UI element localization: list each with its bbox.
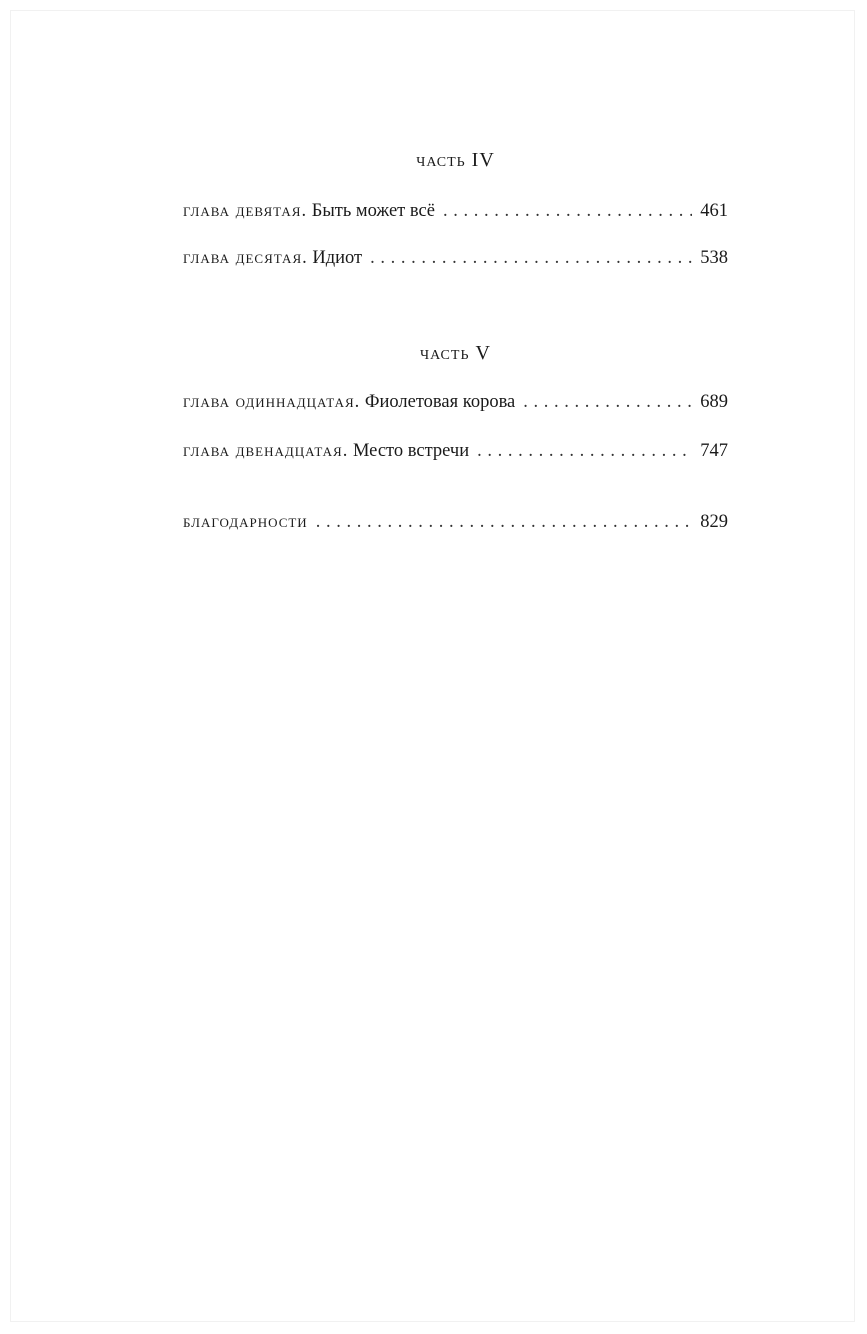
part-numeral: V [475,342,491,364]
chapter-title: Фиолетовая корова [364,392,516,412]
acknowledgements-label: благодарности [183,512,308,532]
page-number: 829 [700,512,728,532]
chapter-number: глава двенадцатая. [183,441,349,461]
page-number: 461 [700,201,728,221]
part-word: часть [420,342,470,364]
part-heading-v [183,341,728,365]
toc-entry-chapter-12[interactable] [183,439,728,463]
page-number: 538 [700,248,728,268]
toc-entry-chapter-10[interactable] [183,246,728,270]
chapter-title: Быть может всё [311,201,435,221]
chapter-number: глава десятая. [183,248,308,268]
entry-label [183,439,469,463]
dot-leader [316,510,693,534]
dot-leader [370,246,692,270]
chapter-number: глава одиннадцатая. [183,392,361,412]
dot-leader [477,439,692,463]
part-heading-iv [183,148,728,172]
toc-entry-chapter-9[interactable] [183,199,728,223]
entry-label [183,199,435,223]
page-number: 747 [700,441,728,461]
entry-label [183,246,362,270]
entry-label [183,390,515,414]
chapter-number: глава девятая. [183,201,308,221]
toc-entry-chapter-11[interactable] [183,390,728,414]
part-numeral: IV [471,149,495,171]
chapter-title: Место встречи [352,441,470,461]
page-number: 689 [700,392,728,412]
dot-leader [523,390,692,414]
toc-entry-acknowledgements[interactable] [183,510,728,534]
entry-label [183,510,308,534]
dot-leader [443,199,692,223]
chapter-title: Идиот [312,248,363,268]
part-word: часть [416,149,466,171]
